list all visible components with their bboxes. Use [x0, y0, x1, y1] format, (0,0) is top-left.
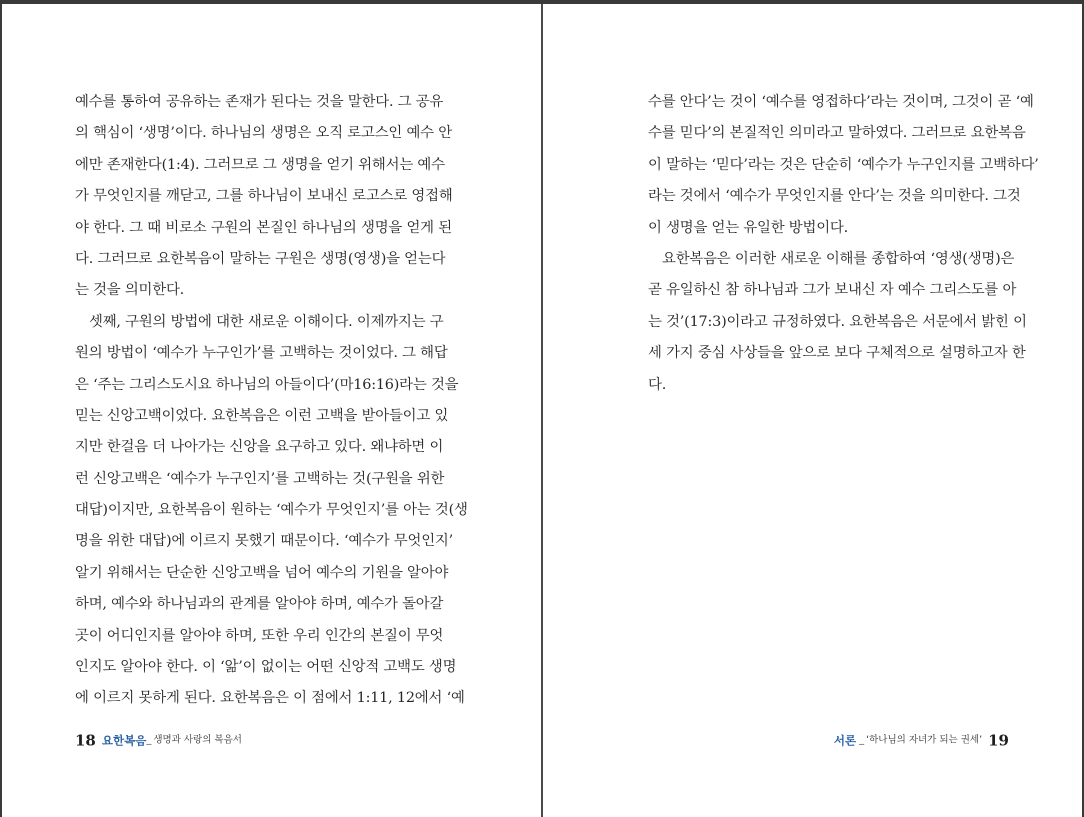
- text-line: 수를 안다’는 것이 ‘예수를 영접하다’라는 것이며, 그것이 곧 ‘예: [648, 94, 1034, 110]
- right-page-body: [648, 87, 1039, 401]
- window-left-border: [0, 0, 2, 817]
- text-line: 명을 위한 대답)에 이르지 못했기 때문이다. ‘예수가 무엇인지’: [75, 533, 453, 550]
- left-page-body: [75, 87, 468, 715]
- text-line: 라는 것에서 ‘예수가 무엇인지를 안다’는 것을 의미한다. 그것: [648, 188, 1021, 205]
- text-line: 다.: [648, 376, 667, 393]
- text-line: 는 것을 의미한다.: [75, 282, 185, 299]
- text-line: 곳이 어디인지를 알아야 하며, 또한 우리 인간의 본질이 무엇: [75, 627, 444, 644]
- text-line: 런 신앙고백은 ‘예수가 누구인지’를 고백하는 것(구원을 위한: [75, 470, 445, 487]
- text-line: 다. 그러므로 요한복음이 말하는 구원은 생명(영생)을 얻는다: [75, 250, 446, 267]
- text-line: 는 것’(17:3)이라고 규정하였다. 요한복음은 서문에서 밝힌 이: [648, 313, 1027, 330]
- text-line: 지만 한걸음 더 나아가는 신앙을 요구하고 있다. 왜냐하면 이: [75, 439, 444, 456]
- text-line: 곧 유일하신 참 하나님과 그가 보내신 자 예수 그리스도를 아: [648, 282, 1017, 299]
- paragraph-first-line: 요한복음은 이러한 새로운 이해를 종합하여 ‘영생(생명)은: [662, 250, 1015, 267]
- page-number: 19: [988, 731, 1009, 750]
- text-line: 에만 존재한다(1:4). 그러므로 그 생명을 얻기 위해서는 예수: [75, 156, 445, 173]
- text-line: 알기 위해서는 단순한 신앙고백을 넘어 예수의 기원을 알아야: [75, 564, 449, 581]
- text-line: 에 이르지 못하게 된다. 요한복음은 이 점에서 1:11, 12에서 ‘예: [75, 690, 465, 707]
- text-line: 가 무엇인지를 깨닫고, 그를 하나님이 보내신 로고스로 영접해: [75, 188, 453, 205]
- page-number: 18: [75, 731, 96, 750]
- running-title-separator: _: [859, 734, 865, 746]
- paragraph-first-line: 셋째, 구원의 방법에 대한 새로운 이해이다. 이제까지는 구: [89, 313, 444, 330]
- text-line: 야 한다. 그 때 비로소 구원의 본질인 하나님의 생명을 얻게 된: [75, 219, 452, 236]
- text-line: 원의 방법이 ‘예수가 누구인가’를 고백하는 것이었다. 그 해답: [75, 345, 448, 362]
- page-gutter-divider: [541, 4, 543, 817]
- text-line: 믿는 신앙고백이었다. 요한복음은 이런 고백을 받아들이고 있: [75, 407, 449, 424]
- text-line: 이 말하는 ‘믿다’라는 것은 단순히 ‘예수가 누구인지를 고백하다’: [648, 156, 1039, 173]
- text-line: 수를 믿다’의 본질적인 의미라고 말하였다. 그러므로 요한복음: [648, 125, 1026, 142]
- text-line: 예수를 통하여 공유하는 존재가 된다는 것을 말한다. 그 공유: [75, 94, 444, 110]
- text-line: 대답)이지만, 요한복음이 원하는 ‘예수가 무엇인지’를 아는 것(생: [75, 502, 468, 519]
- running-title-separator: _: [146, 734, 152, 746]
- text-line: 인지도 알아야 한다. 이 ‘앎’이 없이는 어떤 신앙적 고백도 생명: [75, 659, 457, 676]
- running-subtitle: 생명과 사랑의 복음서: [153, 734, 242, 746]
- running-section-title: 서론: [833, 733, 857, 748]
- right-page-footer: [834, 730, 1009, 750]
- text-line: 은 ‘주는 그리스도시요 하나님의 아들이다’(마16:16)라는 것을: [75, 376, 459, 393]
- running-book-title: 요한복음: [101, 733, 147, 748]
- left-page-footer: [75, 730, 242, 750]
- running-subtitle: ‘하나님의 자녀가 되는 권세’: [866, 734, 983, 746]
- text-line: 이 생명을 얻는 유일한 방법이다.: [648, 219, 848, 236]
- text-line: 하며, 예수와 하나님과의 관계를 알아야 하며, 예수가 돌아갈: [75, 596, 444, 613]
- text-line: 의 핵심이 ‘생명’이다. 하나님의 생명은 오직 로고스인 예수 안: [75, 125, 452, 142]
- text-line: 세 가지 중심 사상들을 앞으로 보다 구체적으로 설명하고자 한: [648, 345, 1026, 362]
